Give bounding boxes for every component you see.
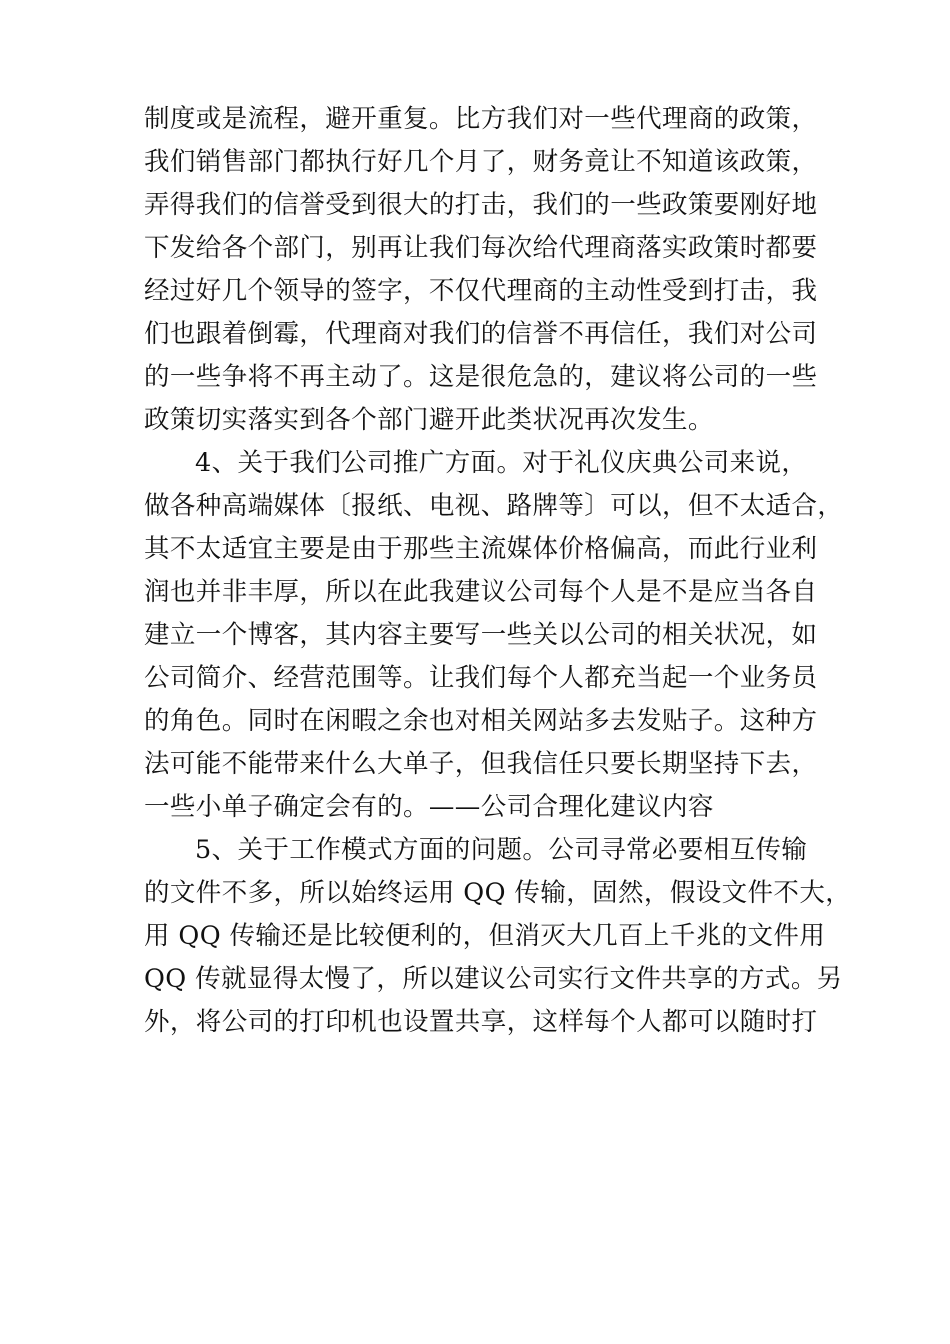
text-line: 一些小单子确定会有的。——公司合理化建议内容 (144, 792, 714, 822)
text-line: 润也并非丰厚，所以在此我建议公司每个人是不是应当各自 (144, 577, 818, 607)
text-line: 外，将公司的打印机也设置共享，这样每个人都可以随时打 (144, 1007, 818, 1037)
text-line: 其不太适宜主要是由于那些主流媒体价格偏高，而此行业利 (144, 534, 818, 564)
text-line: 的角色。同时在闲暇之余也对相关网站多去发贴子。这种方 (144, 706, 818, 736)
text-line: 公司简介、经营范围等。让我们每个人都充当起一个业务员 (144, 663, 818, 693)
text-line: 们也跟着倒霉，代理商对我们的信誉不再信任，我们对公司 (144, 319, 818, 349)
paragraph-first-line: 4、关于我们公司推广方面。对于礼仪庆典公司来说， (195, 448, 808, 478)
text-line: 建立一个博客，其内容主要写一些关以公司的相关状况，如 (144, 620, 818, 650)
paragraph-continued (144, 98, 824, 442)
paragraph-first-line: 5、关于工作模式方面的问题。公司寻常必要相互传输 (195, 835, 808, 865)
paragraph-5 (144, 829, 852, 1044)
text-line: 制度或是流程，避开重复。比方我们对一些代理商的政策， (144, 104, 818, 134)
text-line: 我们销售部门都执行好几个月了，财务竟让不知道该政策， (144, 147, 818, 177)
text-line: 政策切实落实到各个部门避开此类状况再次发生。 (144, 405, 714, 435)
text-line: 的一些争将不再主动了。这是很危急的，建议将公司的一些 (144, 362, 818, 392)
text-line: 经过好几个领导的签字，不仅代理商的主动性受到打击，我 (144, 276, 818, 306)
text-line: 下发给各个部门，别再让我们每次给代理商落实政策时都要 (144, 233, 818, 263)
text-line: 弄得我们的信誉受到很大的打击，我们的一些政策要刚好地 (144, 190, 818, 220)
text-line: 的文件不多，所以始终运用 QQ 传输，固然，假设文件不大， (144, 878, 852, 908)
text-line: QQ 传就显得太慢了，所以建议公司实行文件共享的方式。另 (144, 964, 843, 994)
text-line: 用 QQ 传输还是比较便利的，但消灭大几百上千兆的文件用 (144, 921, 826, 951)
text-line: 做各种高端媒体〔报纸、电视、路牌等〕可以，但不太适合， (144, 491, 844, 521)
document-body (144, 98, 852, 1044)
text-line: 法可能不能带来什么大单子，但我信任只要长期坚持下去， (144, 749, 818, 779)
paragraph-4 (144, 442, 844, 829)
